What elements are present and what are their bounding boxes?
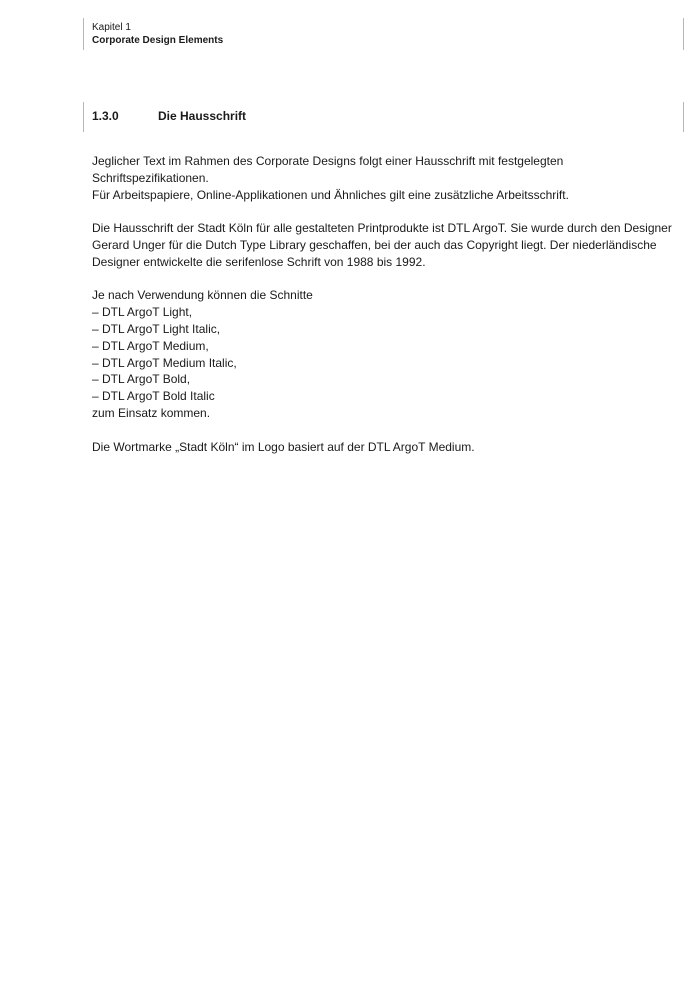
paragraph-font-styles (92, 287, 672, 421)
section-heading (92, 109, 246, 124)
section-title: Die Hausschrift (158, 109, 247, 123)
font-style-item: – DTL ArgoT Bold Italic (92, 389, 215, 404)
chapter-label: Kapitel 1 (92, 22, 131, 33)
section-rule-right (683, 102, 684, 132)
paragraph-line: Für Arbeitspapiere, Online-Applikationen und Ähnliches gilt eine zusätzliche Arbeitsschrift. (92, 187, 569, 202)
paragraph-line: Gerard Unger für die Dutch Type Library geschaffen, bei der auch das Copyright liegt. Der niederländische (92, 237, 657, 252)
paragraph-intro (92, 153, 672, 203)
paragraph-line: Designer entwickelte die serifenlose Schrift von 1988 bis 1992. (92, 254, 426, 269)
paragraph-line: Die Wortmarke „Stadt Köln“ im Logo basiert auf der DTL ArgoT Medium. (92, 439, 475, 454)
header-rule-right (683, 18, 684, 50)
styles-intro: Je nach Verwendung können die Schnitte (92, 288, 313, 303)
paragraph-line: Die Hausschrift der Stadt Köln für alle gestalteten Printprodukte ist DTL ArgoT. Sie wurde durch den Designer (92, 221, 672, 236)
paragraph-line: Jeglicher Text im Rahmen des Corporate Designs folgt einer Hausschrift mit festgelegten Schriftspezifikationen. (92, 154, 564, 185)
header-rule-left (83, 18, 84, 50)
paragraph-wordmark (92, 439, 672, 456)
font-style-item: – DTL ArgoT Bold, (92, 372, 191, 387)
page-header (92, 21, 223, 47)
paragraph-font-origin (92, 220, 672, 270)
section-rule-left (83, 102, 84, 132)
font-style-item: – DTL ArgoT Light, (92, 305, 193, 320)
section-number: 1.3.0 (92, 109, 119, 123)
font-style-item: – DTL ArgoT Light Italic, (92, 321, 221, 336)
body-text (92, 153, 672, 472)
font-style-item: – DTL ArgoT Medium, (92, 338, 209, 353)
styles-outro: zum Einsatz kommen. (92, 405, 211, 420)
chapter-title: Corporate Design Elements (92, 35, 224, 46)
font-style-item: – DTL ArgoT Medium Italic, (92, 355, 237, 370)
